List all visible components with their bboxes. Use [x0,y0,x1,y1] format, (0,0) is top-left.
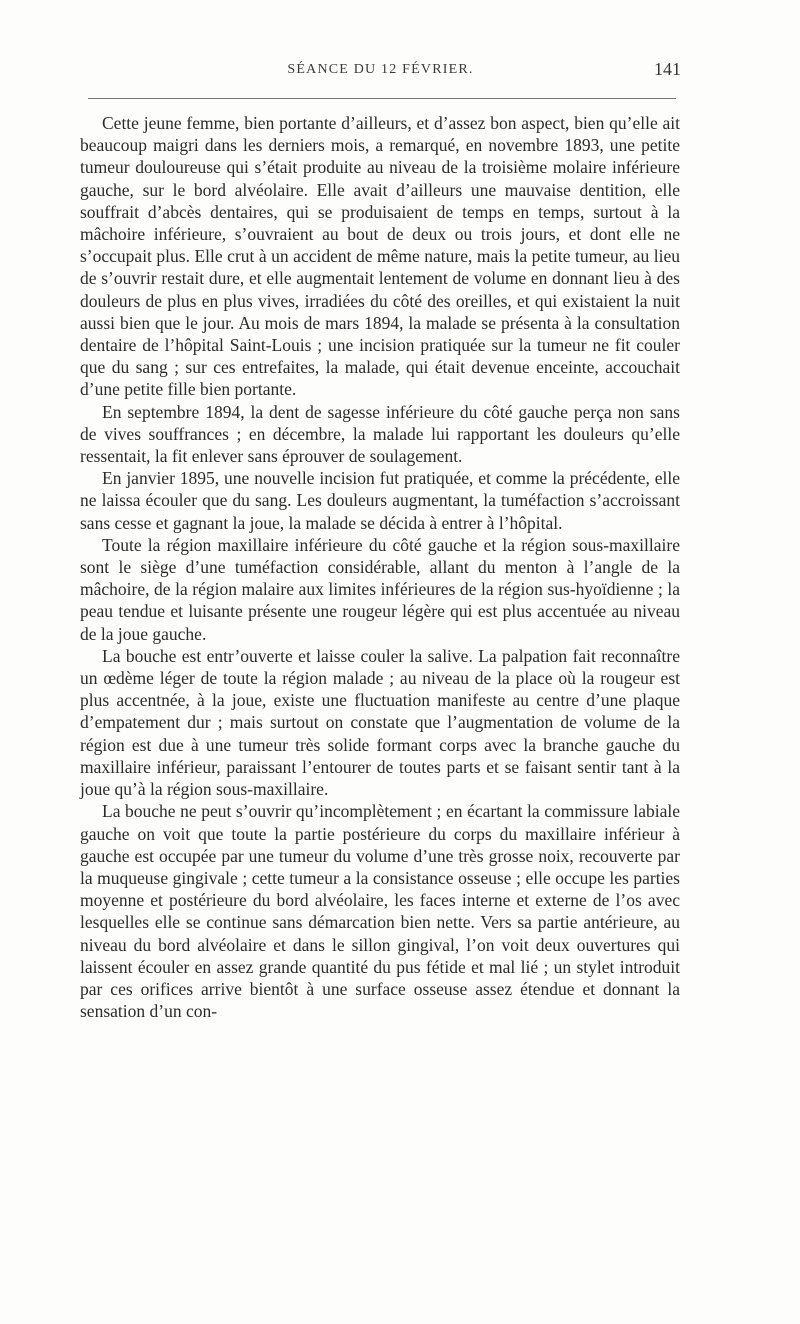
paragraph-3: En janvier 1895, une nouvelle incision fut pratiquée, et comme la précédente, elle ne laissa écouler que du sang. Les douleurs augmentant, la tuméfaction s’accroissant sans cesse et gagnant la joue, la malade se décida à entrer à l’hôpital. [80,468,680,533]
page-number: 141 [654,59,681,79]
paragraph-2: En septembre 1894, la dent de sagesse inférieure du côté gauche perça non sans de vives souffrances ; en décembre, la malade lui rapportant les douleurs qu’elle ressentait, la fit enlever sans éprouver de soulagement. [80,401,680,467]
paragraph-1: Cette jeune femme, bien portante d’ailleurs, et d’assez bon aspect, bien qu’elle ait beaucoup maigri dans les derniers mois, a remarqué, en novembre 1893, une petite tumeur douloureuse qui s’était produite au niveau de la troisième molaire inférieure gauche, sur le bord alvéolaire. Elle avait d’ailleurs une mauvaise dentition, elle souffrait d’abcès dentaires, qui se produisaient de temps en temps, surtout à la mâchoire inférieure, s’ouvraient au bout de deux ou trois jours, et dont elle ne s’occupait plus. Elle crut à un accident de même nature, mais la petite tumeur, au lieu de s’ouvrir restait dure, et elle augmentait lentement de volume en donnant lieu à des douleurs de plus en plus vives, irradiées du côté des oreilles, et qui existaient la nuit aussi bien que le jour. Au mois de mars 1894, la malade se présenta à la consultation dentaire de l’hôpital Saint-Louis ; une incision pratiquée sur la tumeur ne fit couler que du sang ; sur ces entrefaites, la malade, qui était devenue enceinte, accouchait d’une petite fille bien portante. [80,113,680,400]
paragraph-6: La bouche ne peut s’ouvrir qu’incomplètement ; en écartant la commissure labiale gauche on voit que toute la partie postérieure du corps du maxillaire inférieur à gauche est occupée par une tumeur du volume d’une très grosse noix, recouverte par la muqueuse gingivale ; cette tumeur a la consistance osseuse ; elle occupe les parties moyenne et postérieure du bord alvéolaire, les faces interne et externe de l’os avec lesquelles elle se continue sans démarcation bien nette. Vers sa partie antérieure, au niveau du bord alvéolaire et dans le sillon gingival, l’on voit deux ouvertures qui laissent écouler en assez grande quantité du pus fétide et mal lié ; un stylet introduit par ces orifices arrive bientôt à une surface osseuse assez étendue et donnant la sensation d’un con- [80,801,680,1022]
header-rule [88,98,676,99]
paragraph-5: La bouche est entr’ouverte et laisse couler la salive. La palpation fait reconnaître un œdème léger de toute la région malade ; au niveau de la place où la rougeur est plus accentnée, à la joue, existe une fluctuation manifeste au centre d’une plaque d’empatement dur ; mais surtout on constate que l’augmentation de volume de la région est due à une tumeur très solide formant corps avec la branche gauche du maxillaire inférieur, paraissant l’entourer de toutes parts et se faisant sentir tant à la joue qu’à la région sous-maxillaire. [80,645,680,800]
body-text [80,112,680,1022]
page-header [80,59,681,86]
running-head: SÉANCE DU 12 FÉVRIER. [287,62,474,77]
paragraph-4: Toute la région maxillaire inférieure du côté gauche et la région sous-maxillaire sont le siège d’une tuméfaction considérable, allant du menton à l’angle de la mâchoire, de la région malaire aux limites inférieures de la région sus-hyoïdienne ; la peau tendue et luisante présente une rougeur légère qui est plus accentuée au niveau de la joue gauche. [80,534,680,644]
